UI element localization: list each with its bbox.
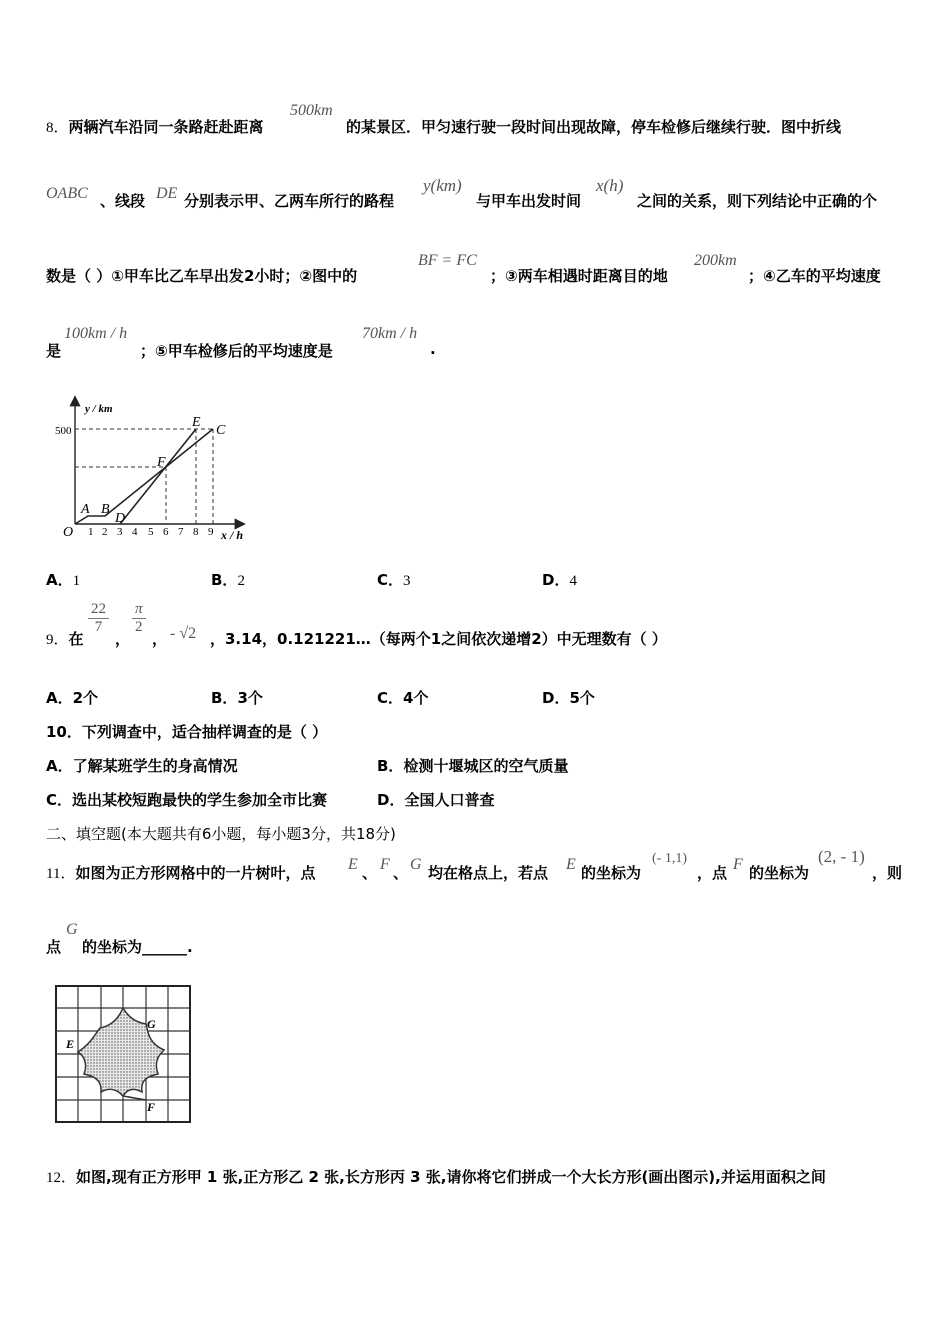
point-a: A — [81, 502, 90, 517]
point-c: C — [216, 423, 226, 438]
x-axis-label: x / h — [221, 528, 244, 542]
point-b: B — [101, 502, 110, 517]
q11-answer-blank[interactable]: 的坐标为______. — [82, 938, 193, 956]
x-ticks — [88, 526, 214, 538]
grid-label-e: E — [66, 1037, 75, 1051]
q12-line: 12．如图,现有正方形甲 1 张,正方形乙 2 张,长方形丙 3 张,请你将它们拼成一个大长方形(画出图示),并运用面积之间 — [46, 1168, 826, 1186]
q8-number: 8． — [46, 120, 69, 136]
x-tick: 5 — [148, 526, 154, 538]
q8-de-math: DE — [156, 185, 178, 202]
grid-label-g: G — [147, 1017, 156, 1031]
y-tick-500: 500 — [55, 425, 72, 437]
q10-stem: 10．下列调查中，适合抽样调查的是（ ） — [46, 723, 328, 741]
grid-label-f: F — [147, 1100, 156, 1114]
q9-fraction-pi-2: $\frac{\pi}{2}$ — [132, 601, 146, 636]
q11-text: 、 — [393, 864, 409, 882]
x-tick: 3 — [117, 526, 123, 538]
q11-g-math: G — [410, 856, 422, 873]
q10-option-c[interactable]: C．选出某校短跑最快的学生参加全市比赛 — [46, 791, 328, 809]
q8-200km-math: 200km — [694, 252, 737, 269]
x-tick: 2 — [102, 526, 108, 538]
x-tick: 1 — [88, 526, 94, 538]
q8-text: ；④乙车的平均速度 — [748, 267, 881, 285]
y-axis-label: y / km — [85, 403, 113, 415]
q8-text: ；⑤甲车检修后的平均速度是 — [140, 342, 333, 360]
q11-e2-math: E — [566, 856, 576, 873]
q8-option-d[interactable]: D．4 — [542, 571, 577, 589]
x-tick: 7 — [178, 526, 184, 538]
q8-speed2-math: 70km / h — [362, 325, 418, 342]
q11-f2-math: F — [733, 856, 743, 873]
q11-g2-math: G — [66, 921, 78, 938]
point-e: E — [192, 415, 201, 430]
q8-text: 两辆汽车沿同一条路赶赴距离 — [68, 118, 264, 136]
q8-text: 分别表示甲、乙两车所行的路程 — [184, 192, 395, 210]
q9-line-rest: ，3.14，0.121221…（每两个1之间依次递增2）中无理数有（ ） — [210, 630, 667, 648]
q9-option-d[interactable]: D．5个 — [542, 689, 595, 707]
point-d: D — [115, 511, 126, 526]
q11-text: 的坐标为 — [581, 864, 642, 882]
q11-text: 、 — [362, 864, 378, 882]
section-title: 二、填空题(本大题共有6小题，每小题3分，共18分) — [46, 825, 396, 843]
q9-number: 9． — [46, 632, 69, 648]
q8-option-a[interactable]: A．1 — [46, 571, 81, 589]
q11-text: ，则 — [872, 864, 903, 882]
x-tick: 9 — [208, 526, 214, 538]
q11-f-math: F — [380, 856, 390, 873]
q8-text: 、线段 — [100, 192, 146, 210]
q9-option-c[interactable]: C．4个 — [377, 689, 429, 707]
q11-e-math: E — [348, 856, 358, 873]
q8-text: 数是（ ）①甲车比乙车早出发 — [46, 267, 244, 285]
q8-speed1-math: 100km / h — [64, 325, 128, 342]
guide-lines — [75, 429, 213, 524]
q9-option-b[interactable]: B．3个 — [211, 689, 263, 707]
q8-distance-time-graph — [55, 392, 255, 544]
point-labels — [80, 415, 226, 526]
q8-line-3 — [46, 265, 357, 286]
q9-neg-sqrt2: - √2 — [170, 625, 197, 642]
q11-coord-f: (2, - 1) — [818, 847, 865, 866]
q8-distance-math: 500km — [290, 102, 333, 119]
line-oabc — [75, 429, 213, 524]
x-tick: 4 — [132, 526, 138, 538]
q9-fraction-22-7: $\frac{22}{7}$ — [88, 601, 109, 636]
q8-option-c[interactable]: C．3 — [377, 571, 411, 589]
q8-text: 与甲车出发时间 — [476, 192, 582, 210]
q8-ykm-math: y(km) — [423, 176, 462, 195]
q10-option-d[interactable]: D．全国人口普查 — [377, 791, 495, 809]
q11-leaf-grid-figure — [54, 984, 194, 1126]
q8-text: 是 — [46, 342, 62, 360]
q11-coord-e: (- 1,1) — [652, 851, 687, 866]
q8-text: 之间的关系，则下列结论中正确的个 — [637, 192, 878, 210]
q11-text: ，点 — [697, 864, 728, 882]
q11-text: 均在格点上，若点 — [428, 864, 549, 882]
q8-option-b[interactable]: B．2 — [211, 571, 245, 589]
q9-text: ， — [152, 630, 168, 648]
q10-option-a[interactable]: A．了解某班学生的身高情况 — [46, 757, 238, 775]
line-de — [120, 429, 196, 524]
x-tick: 6 — [163, 526, 169, 538]
q8-line-1 — [46, 116, 264, 137]
q9-text: ， — [115, 630, 131, 648]
x-tick: 8 — [193, 526, 199, 538]
q8-text: . — [430, 340, 436, 358]
q11-text: 的坐标为 — [749, 864, 810, 882]
q9-option-a[interactable]: A．2个 — [46, 689, 99, 707]
q8-oabc-math: OABC — [46, 185, 88, 202]
origin-label: O — [63, 525, 74, 540]
q11-text: 点 — [46, 938, 62, 956]
q8-bffc-math: BF = FC — [418, 252, 477, 269]
q8-text: 小时；②图中的 — [254, 267, 358, 285]
q11-line-1: 11．如图为正方形网格中的一片树叶，点 — [46, 864, 316, 882]
point-f: F — [157, 455, 166, 470]
q8-text: 的某景区．甲匀速行驶一段时间出现故障，停车检修后继续行驶．图中折线 — [346, 118, 842, 136]
q8-xh-math: x(h) — [596, 176, 624, 195]
q10-option-b[interactable]: B．检测十堰城区的空气质量 — [377, 757, 569, 775]
q9-line — [46, 628, 84, 649]
q9-text: 在 — [68, 630, 84, 648]
q8-text: 2 — [243, 267, 255, 285]
q8-text: ；③两车相遇时距离目的地 — [490, 267, 668, 285]
